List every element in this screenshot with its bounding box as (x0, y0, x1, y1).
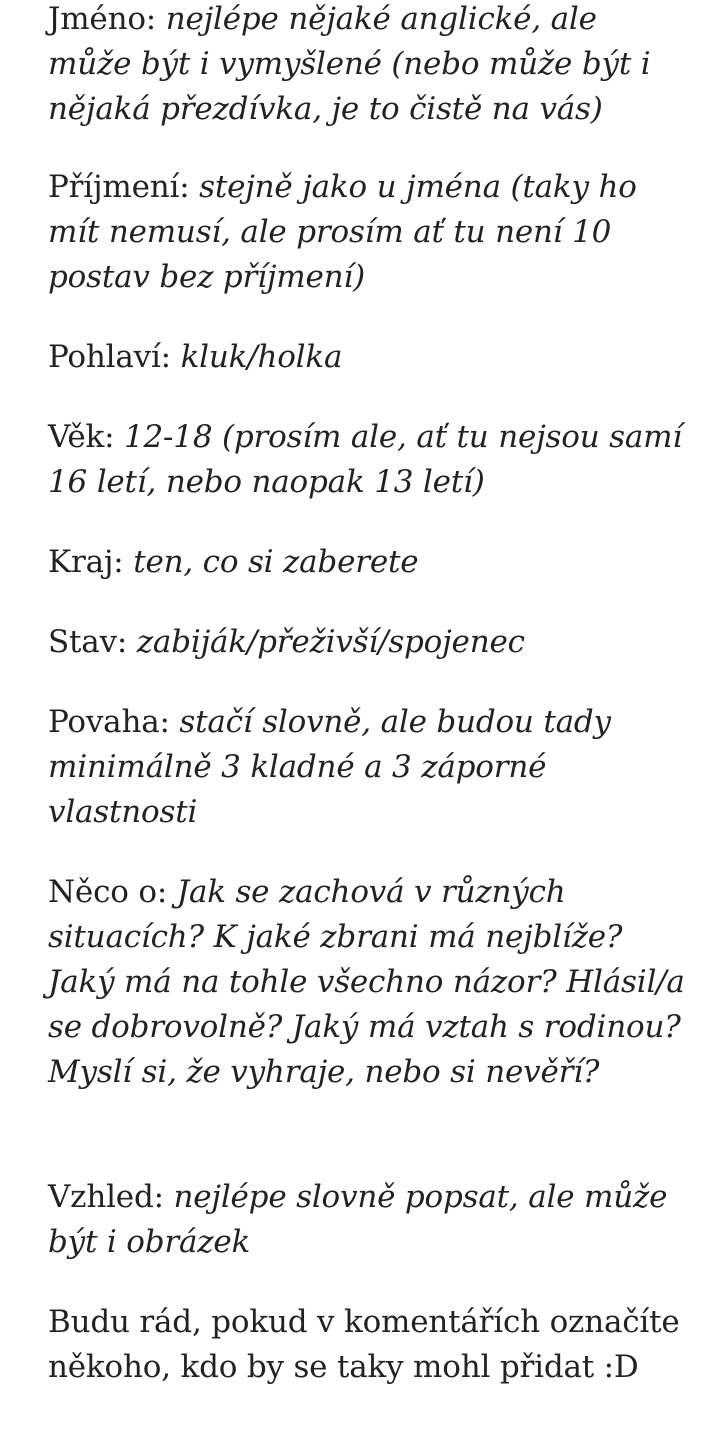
field-label: Příjmení: (48, 169, 190, 205)
field-jmeno (48, 0, 688, 132)
field-povaha (48, 700, 688, 835)
field-vzhled (48, 1175, 688, 1265)
field-value: stejně jako u jména (taky ho mít nemusí, ale prosím ať tu není 10 postav bez příjmení) (48, 169, 637, 295)
field-label: Jméno: (48, 1, 157, 37)
field-label: Vzhled: (48, 1179, 164, 1215)
field-label: Něco o: (48, 874, 168, 910)
field-label: Kraj: (48, 544, 124, 580)
field-value: ten, co si zaberete (133, 544, 419, 580)
field-pohlavi (48, 335, 688, 380)
field-neco-o (48, 870, 688, 1095)
field-value: zabiják/přeživší/spojenec (136, 624, 525, 660)
field-value: nejlépe nějaké anglické, ale může být i vymyšlené (nebo může být i nějaká přezdívka, je to čistě na vás) (48, 1, 651, 127)
field-kraj (48, 540, 688, 585)
field-value: kluk/holka (180, 339, 343, 375)
field-value: Jak se zachová v různých situacích? K jaké zbrani má nejblíže? Jaký má na tohle všechno názor? Hlásil/a se dobrovolně? Jaký má vztah s rodinou? Myslí si, že vyhraje, nebo si nevěří? (48, 874, 685, 1090)
field-value: 12-18 (prosím ale, ať tu nejsou samí 16 letí, nebo naopak 13 letí) (48, 419, 683, 500)
field-value: stačí slovně, ale budou tady minimálně 3 kladné a 3 záporné vlastnosti (48, 704, 611, 830)
field-label: Povaha: (48, 704, 170, 740)
field-vek (48, 415, 688, 505)
field-value: nejlépe slovně popsat, ale může být i obrázek (48, 1179, 668, 1260)
field-stav (48, 620, 688, 665)
field-prijmeni (48, 165, 688, 300)
field-label: Věk: (48, 419, 115, 455)
field-label: Stav: (48, 624, 128, 660)
field-label: Pohlaví: (48, 339, 171, 375)
closing-note: Budu rád, pokud v komentářích označíte někoho, kdo by se taky mohl přidat :D (48, 1304, 680, 1385)
